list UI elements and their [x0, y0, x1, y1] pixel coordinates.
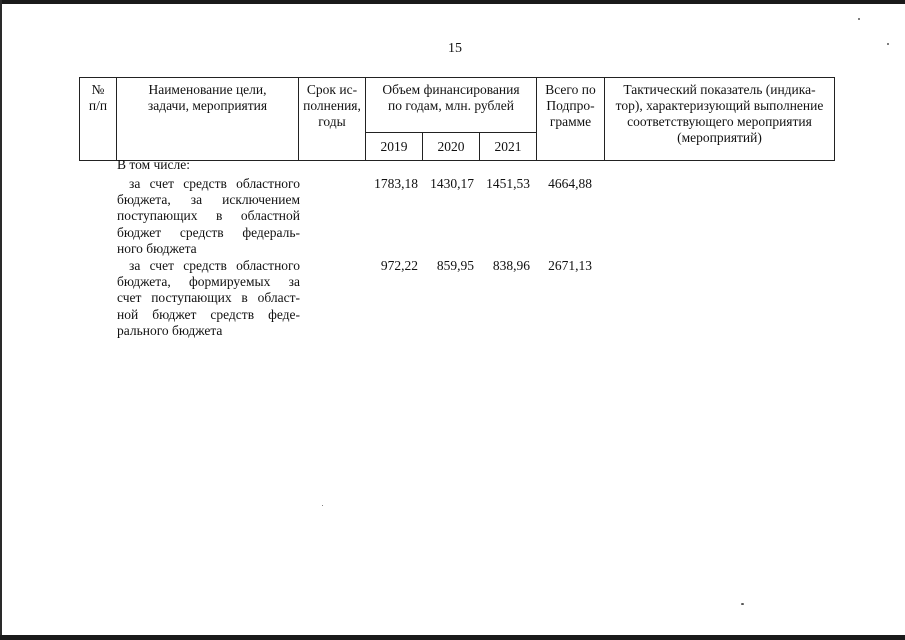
scan-border-bottom	[0, 635, 905, 640]
header-year-2019: 2019	[366, 133, 423, 161]
row-2-total: 2671,13	[548, 258, 592, 273]
scan-speck	[741, 603, 744, 605]
table-header	[79, 77, 835, 161]
header-text: Срок ис-	[306, 82, 358, 97]
header-text: по годам, млн. рублей	[388, 98, 514, 113]
row-1-line: бюджета, за исключением	[117, 192, 300, 208]
row-1-value-2021: 1451,53	[486, 176, 530, 191]
header-text: задачи, мероприятия	[147, 98, 268, 113]
scan-speck	[858, 18, 860, 20]
header-text: (мероприятий)	[677, 130, 762, 145]
header-text: Подпро-	[546, 98, 595, 113]
row-2-description	[117, 258, 300, 339]
including-label: В том числе:	[117, 157, 190, 172]
row-1-total: 4664,88	[548, 176, 592, 191]
header-col-indicator	[605, 78, 835, 161]
row-1-line: ного бюджета	[117, 240, 197, 256]
header-col-name	[117, 78, 299, 161]
row-1-description	[117, 176, 300, 257]
row-2-value-2019: 972,22	[380, 258, 418, 273]
row-2-line: ной бюджет средств феде-	[117, 306, 300, 322]
row-1-value-2019: 1783,18	[374, 176, 418, 191]
header-text: Всего по	[545, 82, 596, 97]
scan-speck	[887, 43, 889, 45]
header-col-number	[80, 78, 117, 161]
header-text: соответствующего мероприятия	[627, 114, 812, 129]
header-text: п/п	[88, 98, 108, 113]
page-number: 15	[448, 41, 462, 56]
row-1-line: бюджет средств федераль-	[117, 224, 300, 240]
scan-border-top	[0, 0, 905, 4]
row-2-value-2021: 838,96	[492, 258, 530, 273]
header-col-total	[537, 78, 605, 161]
header-text: Объем финансирования	[382, 82, 520, 97]
header-text: полнения,	[303, 98, 361, 113]
row-1-line: поступающих в областной	[117, 208, 300, 224]
header-year-2020: 2020	[423, 133, 480, 161]
row-2-line: счет поступающих в област-	[117, 290, 300, 306]
row-2-line: рального бюджета	[117, 322, 223, 338]
header-text: Наименование цели,	[148, 82, 267, 97]
header-text: Тактический показатель (индика-	[623, 82, 816, 97]
row-2-line: бюджета, формируемых за	[117, 274, 300, 290]
header-col-financing	[366, 78, 537, 133]
row-1-value-2020: 1430,17	[430, 176, 474, 191]
scan-border-left	[0, 0, 2, 640]
row-1-line: за счет средств областного	[129, 176, 300, 191]
header-text: №	[91, 82, 105, 97]
row-2-line: за счет средств областного	[129, 258, 300, 273]
header-text: годы	[318, 114, 346, 129]
header-col-term	[299, 78, 366, 161]
header-text: тор), характеризующий выполнение	[615, 98, 824, 113]
row-2-value-2020: 859,95	[436, 258, 474, 273]
header-text: грамме	[549, 114, 592, 129]
scan-speck	[322, 505, 323, 506]
header-year-2021: 2021	[480, 133, 537, 161]
